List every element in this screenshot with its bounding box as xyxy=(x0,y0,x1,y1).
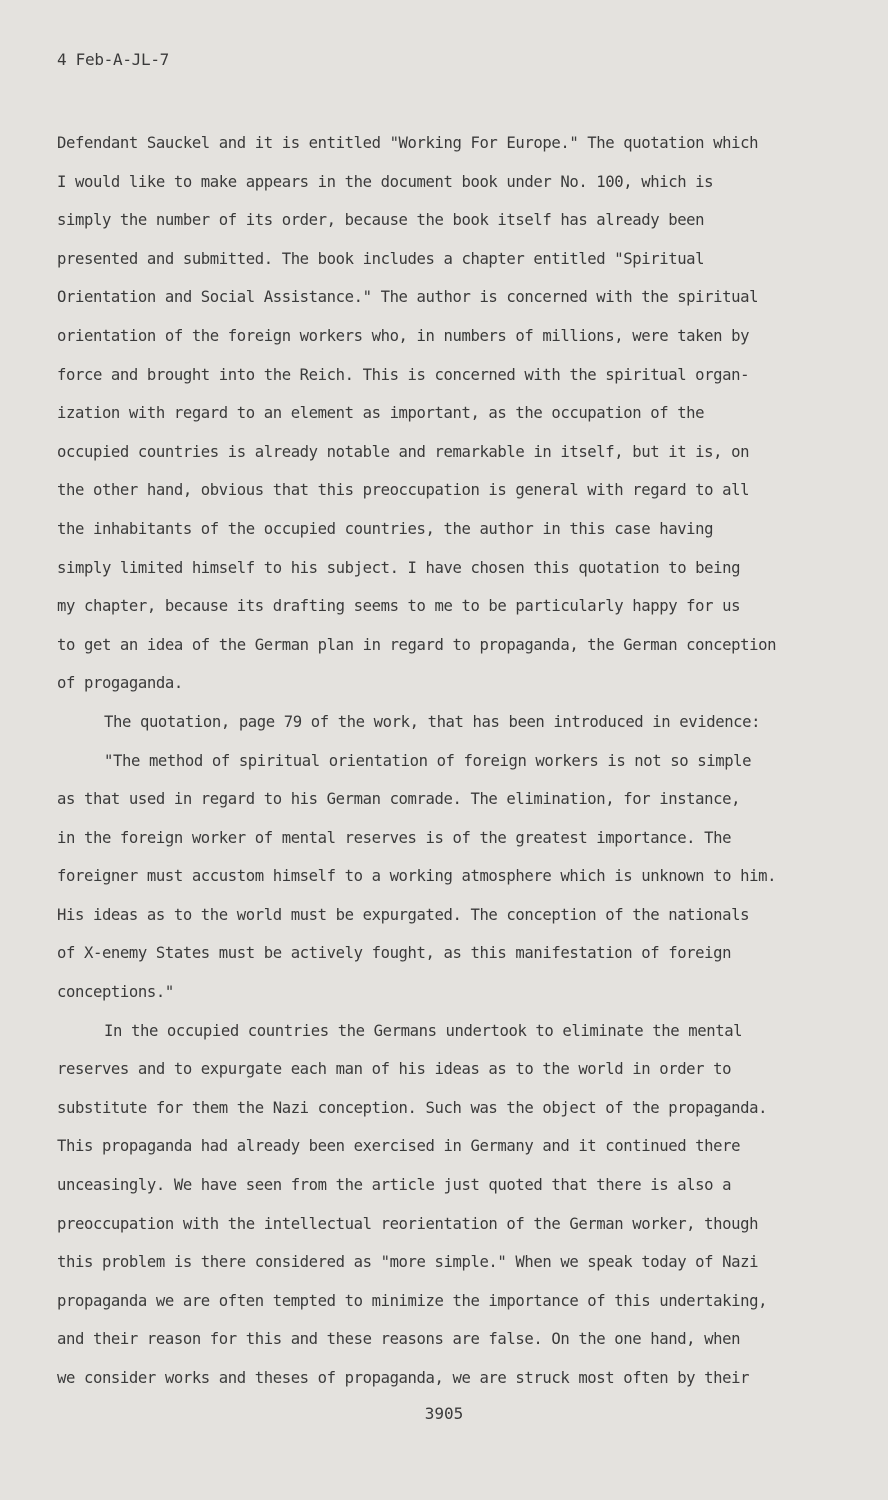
quotation-line: of X-enemy States must be actively fought, as this manifestation of foreign xyxy=(57,944,732,963)
document-reference: 4 Feb-A-JL-7 xyxy=(57,50,169,69)
text-line: the inhabitants of the occupied countries, the author in this case having xyxy=(57,519,714,538)
text-line: we consider works and theses of propaganda, we are struck most often by their xyxy=(57,1369,750,1387)
text-line: my chapter, because its drafting seems to me to be particularly happy for us xyxy=(57,597,741,616)
quotation-line: conceptions." xyxy=(57,983,174,1002)
transcript-body xyxy=(57,124,857,1398)
text-line: force and brought into the Reich. This is concerned with the spiritual organ- xyxy=(57,365,750,384)
text-line: reserves and to expurgate each man of his ideas as to the world in order to xyxy=(57,1060,732,1079)
text-line: simply the number of its order, because the book itself has already been xyxy=(57,211,705,230)
text-line: this problem is there considered as "more simple." When we speak today of Nazi xyxy=(57,1253,759,1272)
quotation-start-line: "The method of spiritual orientation of foreign workers is not so simple xyxy=(104,751,752,770)
quotation-line: His ideas as to the world must be expurgated. The conception of the nationals xyxy=(57,905,750,924)
text-line: to get an idea of the German plan in regard to propaganda, the German conception xyxy=(57,635,777,654)
text-line: substitute for them the Nazi conception. Such was the object of the propaganda. xyxy=(57,1098,768,1117)
page-number: 3905 xyxy=(424,1404,464,1423)
quotation-line: in the foreign worker of mental reserves is of the greatest importance. The xyxy=(57,828,732,847)
paragraph-start-line: The quotation, page 79 of the work, that has been introduced in evidence: xyxy=(104,712,761,731)
quotation-line: as that used in regard to his German comrade. The elimination, for instance, xyxy=(57,790,741,809)
text-line: simply limited himself to his subject. I have chosen this quotation to being xyxy=(57,558,741,577)
text-line: of progaganda. xyxy=(57,674,183,693)
text-line: and their reason for this and these reasons are false. On the one hand, when xyxy=(57,1330,741,1349)
text-line: I would like to make appears in the document book under No. 100, which is xyxy=(57,172,714,191)
text-line: presented and submitted. The book includes a chapter entitled "Spiritual xyxy=(57,249,705,268)
text-line: propaganda we are often tempted to minimize the importance of this undertaking, xyxy=(57,1291,768,1310)
text-line: ization with regard to an element as important, as the occupation of the xyxy=(57,404,705,423)
paragraph-start-line: In the occupied countries the Germans undertook to eliminate the mental xyxy=(104,1021,743,1040)
text-line: orientation of the foreign workers who, in numbers of millions, were taken by xyxy=(57,326,750,345)
text-line: This propaganda had already been exercised in Germany and it continued there xyxy=(57,1137,741,1156)
text-line: occupied countries is already notable and remarkable in itself, but it is, on xyxy=(57,442,750,461)
text-line: Orientation and Social Assistance." The author is concerned with the spiritual xyxy=(57,288,759,307)
text-line: Defendant Sauckel and it is entitled "Working For Europe." The quotation which xyxy=(57,134,759,152)
quotation-line: foreigner must accustom himself to a working atmosphere which is unknown to him. xyxy=(57,867,777,886)
text-line: preoccupation with the intellectual reorientation of the German worker, though xyxy=(57,1214,759,1233)
text-line: the other hand, obvious that this preoccupation is general with regard to all xyxy=(57,481,750,500)
text-line: unceasingly. We have seen from the article just quoted that there is also a xyxy=(57,1176,732,1195)
